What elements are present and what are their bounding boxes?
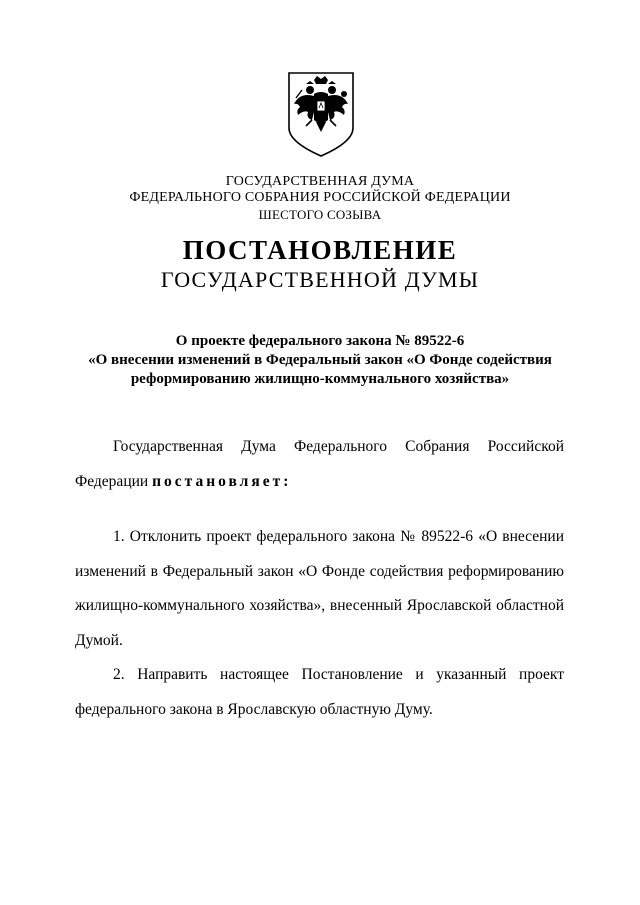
preamble-prefix: Федерации (75, 472, 149, 490)
law-heading (40, 332, 600, 389)
org-name-line-2: ФЕДЕРАЛЬНОГО СОБРАНИЯ РОССИЙСКОЙ ФЕДЕРАЦИИ (129, 190, 511, 205)
item-2-line-1: 2. Направить настоящее Постановление и указанный проект (113, 666, 564, 683)
document-subtitle: ГОСУДАРСТВЕННОЙ ДУМЫ (160, 267, 480, 292)
law-heading-line-3: реформированию жилищно-коммунального хозяйства» (130, 371, 510, 387)
item-2-paragraph (75, 658, 564, 727)
item-1-line-4: Думой. (75, 631, 123, 649)
law-heading-line-1: О проекте федерального закона № 89522-6 (175, 333, 465, 349)
preamble-paragraph (75, 430, 564, 499)
item-1-line-3: жилищно-коммунального хозяйства», внесенный Ярославской областной (75, 597, 564, 614)
russian-double-headed-eagle-icon (286, 70, 356, 158)
item-1-line-2: изменений в Федеральный закон «О Фонде содействия реформированию (75, 562, 564, 580)
resolution-verb: постановляет: (152, 472, 292, 490)
document-title: ПОСТАНОВЛЕНИЕ (182, 235, 458, 265)
preamble-line-1: Государственная Дума Федерального Собрания Российской (113, 438, 564, 455)
law-heading-line-2: «О внесении изменений в Федеральный закон «О Фонде содействия (88, 352, 552, 368)
preamble-line-2 (75, 465, 564, 500)
item-1-paragraph (75, 520, 564, 658)
item-2-line-2: федерального закона в Ярославскую областную Думу. (75, 700, 433, 718)
org-name-line-1: ГОСУДАРСТВЕННАЯ ДУМА (225, 174, 415, 189)
item-1-line-1: 1. Отклонить проект федерального закона № 89522-6 «О внесении (113, 528, 564, 545)
convocation-line: ШЕСТОГО СОЗЫВА (258, 207, 382, 222)
